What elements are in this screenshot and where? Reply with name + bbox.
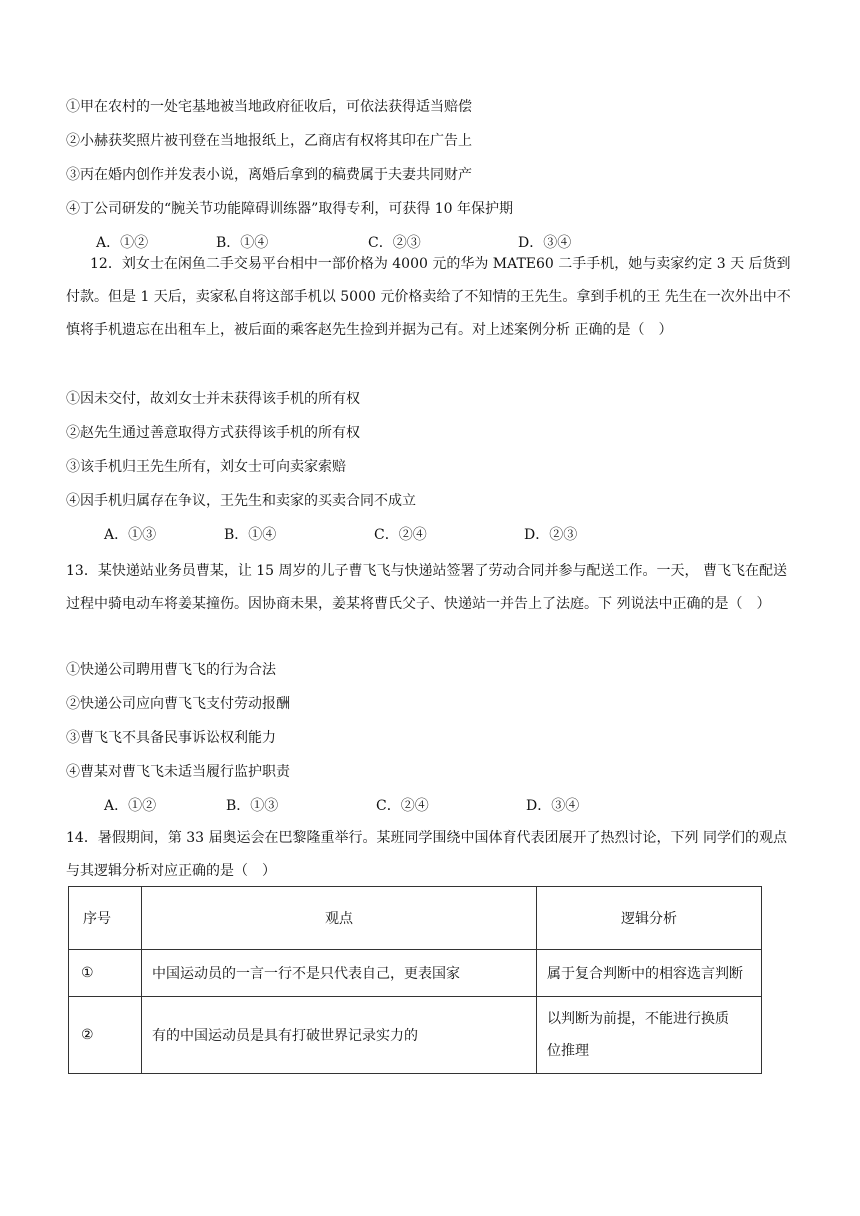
q13-option-c: C．②④ [376, 798, 429, 814]
q11-option-a: A．①② [96, 235, 149, 251]
q12-item-2: ②赵先生通过善意取得方式获得该手机的所有权 [66, 425, 360, 441]
table-row [69, 997, 762, 1074]
table-cell: ② [69, 997, 142, 1074]
q11-item-4: ④丁公司研发的“腕关节功能障碍训练器”取得专利，可获得 10 年保护期 [66, 201, 514, 217]
q13-item-1: ①快递公司聘用曹飞飞的行为合法 [66, 662, 276, 678]
table-header-row [69, 887, 762, 950]
q13-stem: 13．某快递站业务员曹某，让 15 周岁的儿子曹飞飞与快递站签署了劳动合同并参与配送工作。一天， 曹飞飞在配送过程中骑电动车将姜某撞伤。因协商未果，姜某将曹氏父子、快递站一并告上了法庭。下 列说法中正确的是（ ） [66, 563, 787, 612]
table-cell: 中国运动员的一言一行不是只代表自己，更表国家 [142, 950, 537, 997]
table-header-cell: 观点 [142, 887, 537, 950]
q13-option-d: D．③④ [526, 798, 580, 814]
q13-item-2: ②快递公司应向曹飞飞支付劳动报酬 [66, 696, 290, 712]
q11-item-2: ②小赫获奖照片被刊登在当地报纸上，乙商店有权将其印在广告上 [66, 133, 472, 149]
q13-item-3: ③曹飞飞不具备民事诉讼权利能力 [66, 730, 276, 746]
q11-item-1: ①甲在农村的一处宅基地被当地政府征收后，可依法获得适当赔偿 [66, 99, 472, 115]
q12-item-1: ①因未交付，故刘女士并未获得该手机的所有权 [66, 391, 360, 407]
q13-item-4: ④曹某对曹飞飞未适当履行监护职责 [66, 764, 290, 780]
q14-table [68, 886, 762, 1074]
table-cell: 有的中国运动员是具有打破世界记录实力的 [142, 997, 537, 1074]
q11-option-d: D．③④ [518, 235, 572, 251]
q12-item-3: ③该手机归王先生所有，刘女士可向卖家索赔 [66, 459, 346, 475]
q12-stem: 12．刘女士在闲鱼二手交易平台相中一部价格为 4000 元的华为 MATE60 二手手机，她与卖家约定 3 天 后货到付款。但是 1 天后，卖家私自将这部手机以 5000 元价格卖给了不知情的王先生。拿到手机的王 先生在一次外出中不慎将手机遗忘在出租车上，被后面的乘客赵先生捡到并据为己有。对上述案例分析 正确的是（ ） [66, 256, 791, 338]
q12-option-b: B．①④ [224, 527, 277, 543]
q12-option-d: D．②③ [524, 527, 578, 543]
table-header-cell: 逻辑分析 [537, 887, 762, 950]
table-cell: ① [69, 950, 142, 997]
table-cell: 以判断为前提，不能进行换质位推理 [537, 997, 762, 1074]
table-cell: 属于复合判断中的相容选言判断 [537, 950, 762, 997]
q11-item-3: ③丙在婚内创作并发表小说，离婚后拿到的稿费属于夫妻共同财产 [66, 167, 472, 183]
q11-option-b: B．①④ [216, 235, 269, 251]
table-header-cell: 序号 [69, 887, 142, 950]
table-row [69, 950, 762, 997]
q12-option-c: C．②④ [374, 527, 427, 543]
q14-stem: 14．暑假期间，第 33 届奥运会在巴黎隆重举行。某班同学围绕中国体育代表团展开了热烈讨论，下列 同学们的观点与其逻辑分析对应正确的是（ ） [66, 830, 787, 879]
q12-option-a: A．①③ [104, 527, 157, 543]
q11-option-c: C．②③ [368, 235, 421, 251]
q13-option-a: A．①② [104, 798, 157, 814]
q12-item-4: ④因手机归属存在争议，王先生和卖家的买卖合同不成立 [66, 493, 416, 509]
q13-option-b: B．①③ [226, 798, 279, 814]
